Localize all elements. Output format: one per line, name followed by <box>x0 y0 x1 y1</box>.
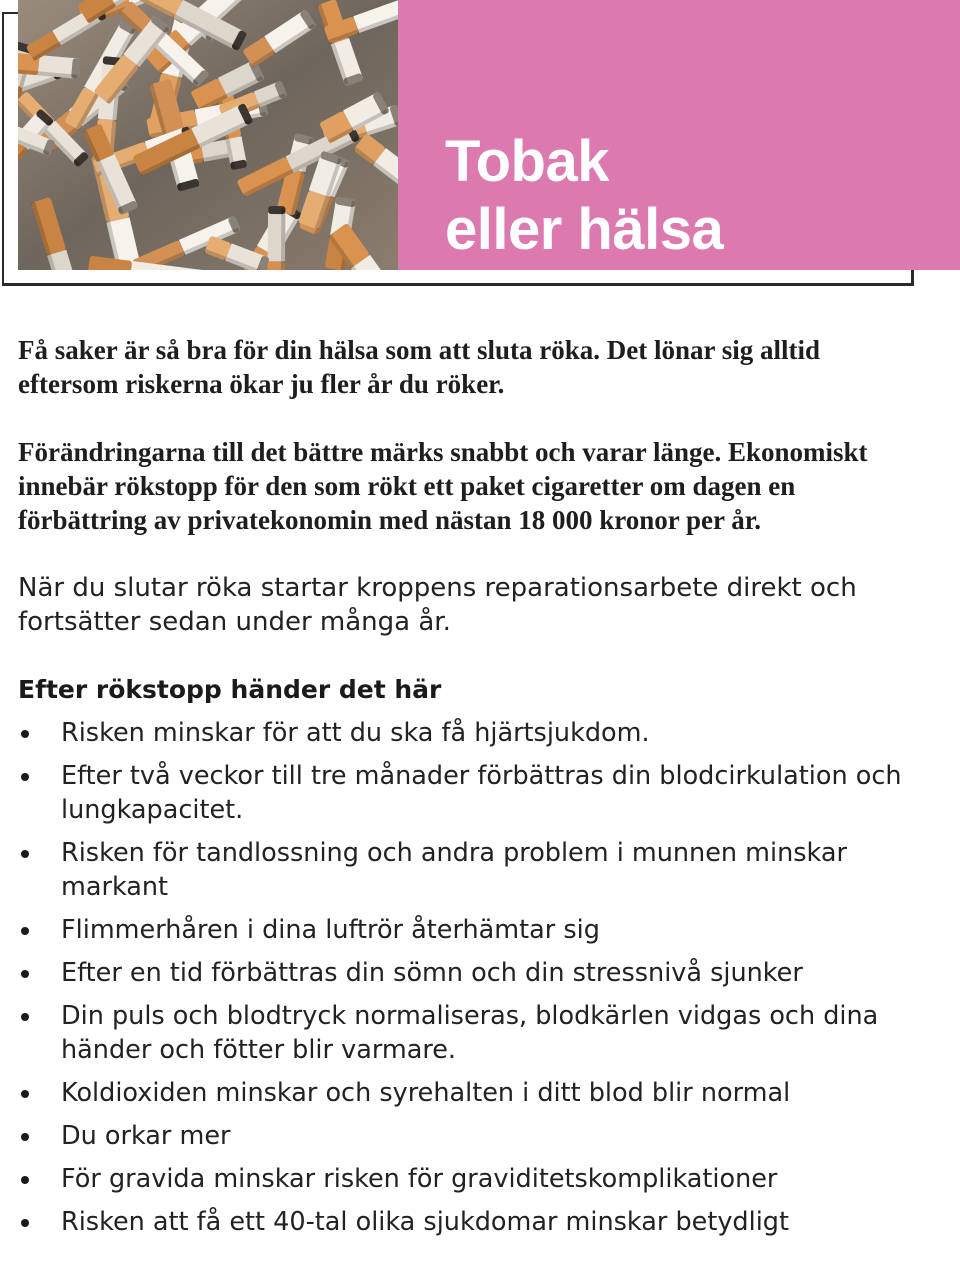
title-line-1: Tobak <box>445 129 609 194</box>
bullet-icon <box>21 1090 29 1098</box>
list-item-text: För gravida minskar risken för graviditetskomplikationer <box>61 1164 778 1194</box>
bullet-icon <box>21 850 29 858</box>
title-line-2: eller hälsa <box>445 197 724 262</box>
bullet-icon <box>21 970 29 978</box>
list-item-text: Efter en tid förbättras din sömn och din stressnivå sjunker <box>61 958 803 988</box>
bullet-icon <box>21 1013 29 1021</box>
list-item-text: Risken minskar för att du ska få hjärtsjukdom. <box>61 718 650 748</box>
bullet-icon <box>21 1133 29 1141</box>
list-item <box>18 956 918 990</box>
cigarette-butts-photo <box>18 0 398 270</box>
frame-line <box>2 12 4 285</box>
repair-paragraph: När du slutar röka startar kroppens reparationsarbete direkt och fortsätter sedan under många år. <box>18 573 857 637</box>
bullet-icon <box>21 773 29 781</box>
bullet-icon <box>21 730 29 738</box>
list-item <box>18 1076 918 1110</box>
list-item-text: Koldioxiden minskar och syrehalten i ditt blod blir normal <box>61 1078 791 1108</box>
list-item <box>18 1162 918 1196</box>
list-item-text: Du orkar mer <box>61 1121 231 1151</box>
list-item <box>18 1205 918 1239</box>
list-item-text: Din puls och blodtryck normaliseras, blodkärlen vidgas och dina händer och fötter blir varmare. <box>61 1001 879 1065</box>
list-item <box>18 759 918 827</box>
list-item <box>18 716 918 750</box>
list-item-text: Risken att få ett 40-tal olika sjukdomar minskar betydligt <box>61 1207 789 1237</box>
list-heading: Efter rökstopp händer det här <box>18 675 442 704</box>
content <box>18 333 918 1248</box>
page-title <box>445 128 723 264</box>
title-panel <box>398 0 960 270</box>
intro-paragraph: Få saker är så bra för din hälsa som att sluta röka. Det lönar sig alltid eftersom riskerna ökar ju fler år du röker. <box>18 335 821 399</box>
header-divider <box>2 283 914 286</box>
bullet-icon <box>21 1219 29 1227</box>
frame-line <box>911 268 914 286</box>
economy-paragraph: Förändringarna till det bättre märks snabbt och varar länge. Ekonomiskt innebär rökstopp för den som rökt ett paket cigaretter om dagen en förbättring av privatekonomin med nästan 18 000 kronor per år. <box>18 437 868 535</box>
bullet-icon <box>21 1176 29 1184</box>
bullet-icon <box>21 927 29 935</box>
list-item-text: Efter två veckor till tre månader förbättras din blodcirkulation och lungkapacitet. <box>61 761 902 825</box>
list-item-text: Risken för tandlossning och andra problem i munnen minskar markant <box>61 838 847 902</box>
list-item <box>18 913 918 947</box>
list-item <box>18 1119 918 1153</box>
list-item <box>18 836 918 904</box>
frame-line <box>2 12 18 14</box>
benefits-list <box>18 716 918 1239</box>
list-item-text: Flimmerhåren i dina luftrör återhämtar sig <box>61 915 600 945</box>
list-item <box>18 999 918 1067</box>
